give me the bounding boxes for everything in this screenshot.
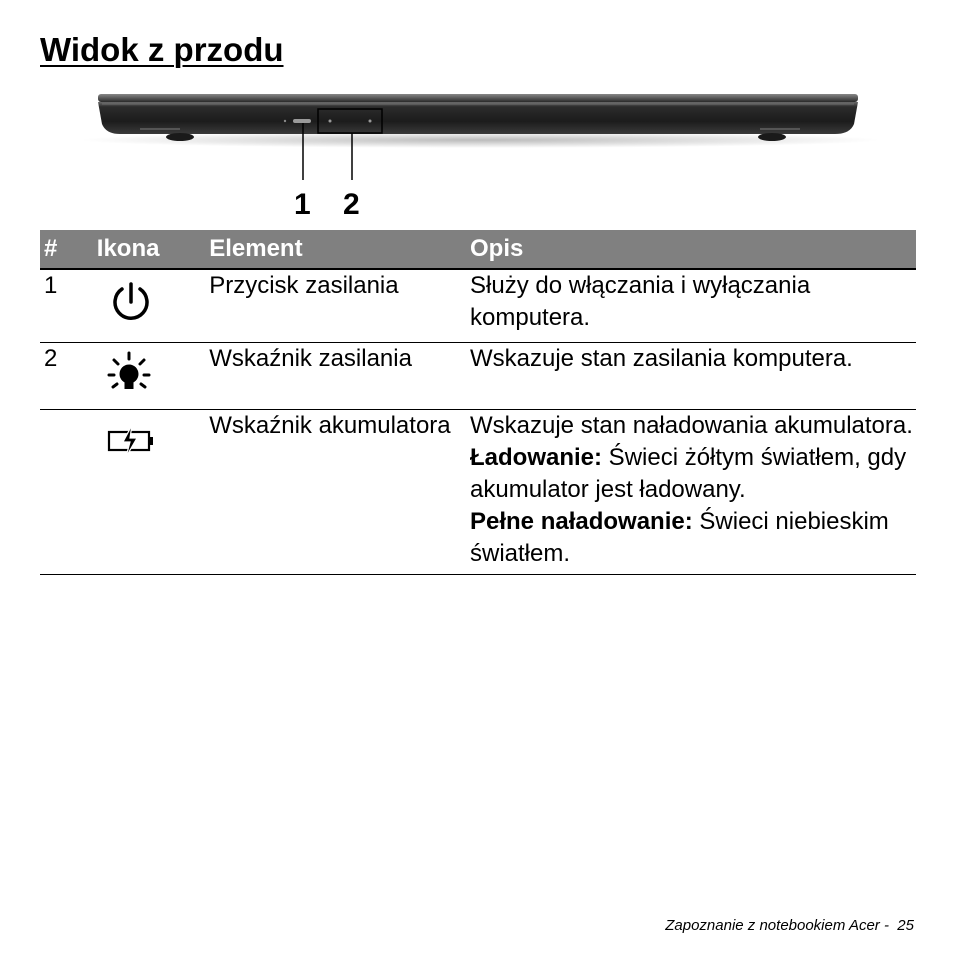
header-icon: Ikona	[93, 230, 205, 269]
header-description: Opis	[465, 230, 916, 269]
row-element: Wskaźnik zasilania	[205, 343, 465, 410]
header-element: Element	[205, 230, 465, 269]
page-footer: Zapoznanie z notebookiem Acer - 25	[665, 917, 914, 934]
laptop-front-view-illustration	[80, 88, 880, 228]
full-charge-note	[470, 506, 916, 570]
row-element: Przycisk zasilania	[205, 269, 465, 343]
table-row	[40, 410, 916, 575]
row-description: Służy do włączania i wyłączania komputera.	[465, 269, 916, 343]
full-charge-note-text: Świeci niebieskim światłem.	[470, 508, 889, 567]
row-icon-cell	[93, 269, 205, 343]
row-number: 2	[40, 343, 93, 410]
table-row	[40, 269, 916, 343]
table-row	[40, 343, 916, 410]
row-description: Wskazuje stan zasilania komputera.	[465, 343, 916, 410]
charging-note-text: Świeci żółtym światłem, gdy akumulator jest ładowany.	[470, 444, 907, 503]
row-number	[40, 410, 93, 575]
charging-note	[470, 442, 916, 506]
charging-note-label: Ładowanie:	[470, 444, 603, 471]
row-icon-cell	[93, 343, 205, 410]
header-number: #	[40, 230, 93, 269]
row-description-cell	[465, 410, 916, 575]
row-element: Wskaźnik akumulatora	[205, 410, 465, 575]
full-charge-note-label: Pełne naładowanie:	[470, 508, 693, 535]
components-table	[40, 230, 916, 575]
callout-number-2: 2	[343, 188, 360, 221]
power-icon	[109, 280, 153, 324]
row-icon-cell	[93, 410, 205, 575]
power-indicator-icon	[106, 349, 152, 395]
callout-number-1: 1	[294, 188, 311, 221]
page-title: Widok z przodu	[40, 31, 284, 68]
battery-charging-icon	[107, 424, 157, 458]
row-number: 1	[40, 269, 93, 343]
row-description: Wskazuje stan naładowania akumulatora.	[470, 412, 913, 439]
table-header-row	[40, 230, 916, 269]
